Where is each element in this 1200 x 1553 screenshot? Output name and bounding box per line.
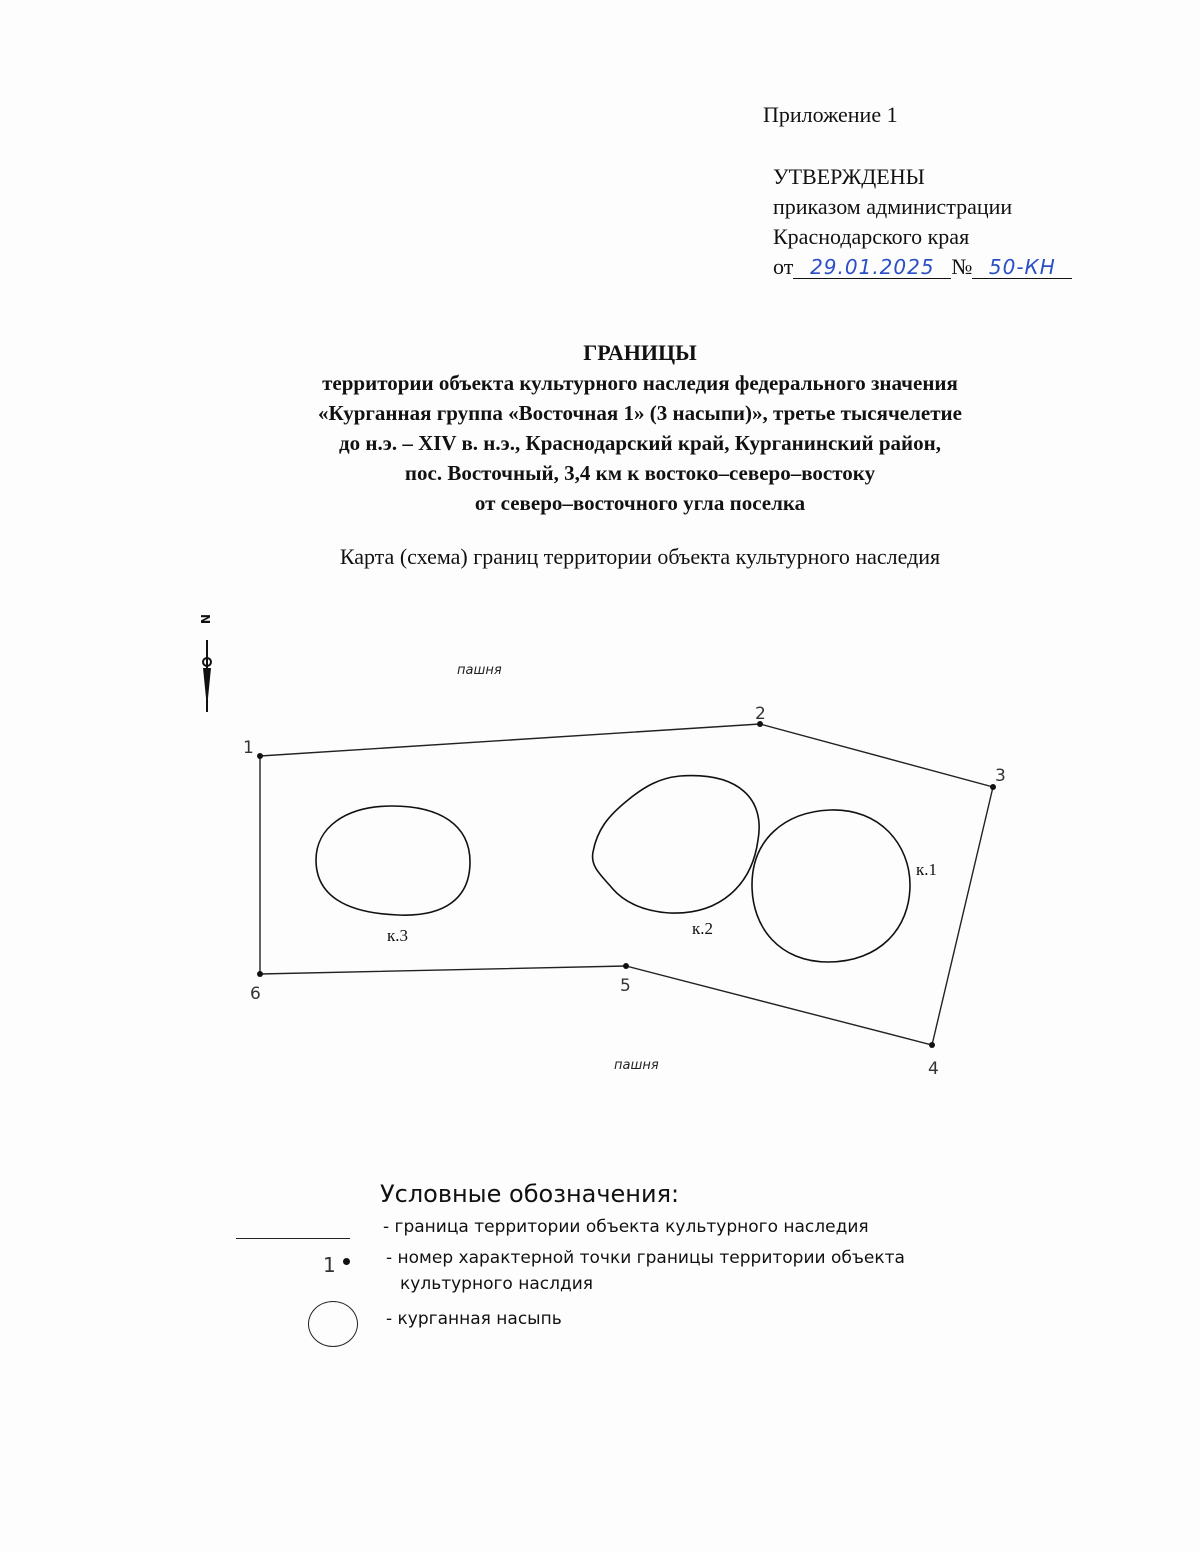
legend-point-line-1: - номер характерной точки границы территории объекта — [386, 1248, 905, 1268]
mound-k1 — [752, 810, 910, 962]
mound-k3 — [316, 806, 470, 915]
boundary-map — [0, 595, 1200, 1095]
mound-label-k2: к.2 — [692, 919, 714, 938]
boundary-point-1 — [257, 753, 263, 759]
bottom-area-label: пашня — [614, 1058, 659, 1073]
handwritten-number: 50-КН — [972, 252, 1072, 279]
approved-heading: УТВЕРЖДЕНЫ — [773, 164, 925, 189]
order-date-line — [773, 252, 1072, 282]
point-label-1: 1 — [243, 738, 254, 758]
legend-point-text — [386, 1245, 1076, 1297]
point-label-6: 6 — [250, 984, 261, 1004]
legend-mound-circle — [308, 1301, 358, 1347]
approval-block — [773, 162, 1072, 282]
order-line-2: Краснодарского края — [773, 224, 970, 249]
point-label-4: 4 — [928, 1059, 939, 1079]
point-label-3: 3 — [995, 766, 1006, 786]
top-area-label: пашня — [457, 663, 502, 678]
date-prefix: от — [773, 254, 794, 279]
legend-point-number-sample: 1 — [323, 1253, 336, 1277]
title-line-5: от северо–восточного угла поселка — [474, 491, 806, 515]
boundary-point-4 — [929, 1042, 935, 1048]
title-line-2: «Курганная группа «Восточная 1» (3 насыпи)», третье тысячелетие — [318, 401, 962, 425]
title-heading: ГРАНИЦЫ — [583, 340, 697, 365]
legend-point-line-2: культурного наслдия — [400, 1274, 593, 1294]
territory-boundary — [260, 724, 993, 1045]
title-line-4: пос. Восточный, 3,4 км к востоко–северо–востоку — [404, 461, 876, 485]
point-label-2: 2 — [755, 704, 766, 724]
legend-boundary-text: - граница территории объекта культурного наследия — [383, 1217, 869, 1237]
title-line-1: территории объекта культурного наследия федерального значения — [322, 371, 958, 395]
number-prefix: № — [951, 254, 973, 279]
title-line-3: до н.э. – XIV в. н.э., Краснодарский край, Курганинский район, — [339, 431, 941, 455]
north-arrow — [198, 614, 212, 712]
boundary-point-5 — [623, 963, 629, 969]
legend-title: Условные обозначения: — [380, 1180, 680, 1208]
appendix-label: Приложение 1 — [763, 102, 898, 127]
mound-label-k1: к.1 — [916, 860, 938, 879]
legend-boundary-sample — [236, 1238, 350, 1239]
boundary-point-6 — [257, 971, 263, 977]
mound-label-k3: к.3 — [387, 926, 409, 945]
legend-mound-text: - курганная насыпь — [386, 1309, 562, 1329]
north-label: N — [198, 614, 212, 625]
document-title — [160, 338, 1120, 518]
mound-k2 — [593, 776, 760, 913]
legend-point-dot — [343, 1258, 350, 1265]
handwritten-date: 29.01.2025 — [793, 252, 951, 279]
point-label-5: 5 — [620, 976, 631, 996]
map-subtitle: Карта (схема) границ территории объекта культурного наследия — [339, 544, 941, 569]
order-line-1: приказом администрации — [773, 194, 1013, 219]
